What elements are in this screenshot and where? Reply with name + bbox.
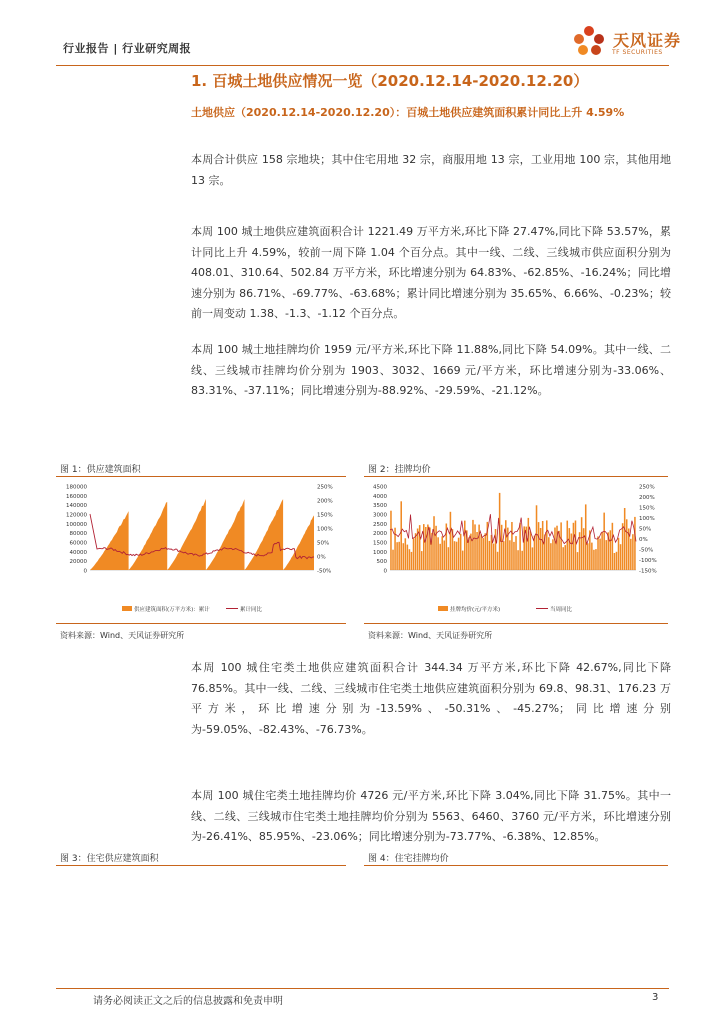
price-bar xyxy=(419,525,421,570)
price-bar xyxy=(444,541,446,571)
price-bar xyxy=(564,545,566,570)
y-left-tick-label: 120000 xyxy=(66,512,87,519)
y-right-tick-label: -150% xyxy=(639,568,657,575)
y-left-tick-label: 0 xyxy=(83,568,87,575)
price-bar xyxy=(474,524,476,570)
price-bar xyxy=(614,553,616,570)
y-left-tick-label: 160000 xyxy=(66,493,87,500)
section-title: 1. 百城土地供应情况一览（2020.12.14-2020.12.20） xyxy=(191,72,589,90)
price-bar xyxy=(530,531,532,570)
price-bar xyxy=(583,528,585,570)
price-bar xyxy=(601,532,603,570)
cumulative-supply-area xyxy=(90,511,129,570)
price-bar xyxy=(390,511,392,570)
y-left-tick-label: 0 xyxy=(383,568,387,575)
price-bar xyxy=(605,540,607,570)
y-right-tick-label: -50% xyxy=(317,568,332,575)
price-bar xyxy=(460,534,462,570)
price-bar xyxy=(448,547,450,570)
figure-2-top-rule xyxy=(364,476,668,477)
price-bar xyxy=(400,501,402,570)
price-bar xyxy=(571,534,573,571)
price-bar xyxy=(478,525,480,570)
price-bar xyxy=(505,520,507,570)
price-bar xyxy=(624,508,626,570)
figure-1-top-rule xyxy=(56,476,346,477)
y-right-tick-label: -100% xyxy=(639,558,657,564)
y-right-tick-label: 0% xyxy=(317,554,326,561)
paragraph-listing-price: 本周 100 城土地挂牌均价 1959 元/平方米,环比下降 11.88%,同比下降 54.09%。其中一线、二线、三线城市挂牌均价分别为 1903、3032、1669 元/平方米，环比增速分别为-33.06%、83.31%、-37.11%；同比增速分别为-88.92%、-29.59%、-21.12%。 xyxy=(191,343,671,397)
report-category: 行业报告 | 行业研究周报 xyxy=(63,42,192,55)
price-bar xyxy=(441,536,443,570)
price-bar xyxy=(630,539,632,570)
listing-price-chart xyxy=(364,478,668,620)
price-bar xyxy=(567,521,569,570)
price-bar xyxy=(603,513,605,570)
price-bar xyxy=(421,551,423,570)
y-left-tick-label: 80000 xyxy=(69,531,87,538)
price-bar xyxy=(454,541,456,570)
price-bar xyxy=(482,538,484,570)
price-bar xyxy=(542,521,544,570)
page-number: 3 xyxy=(652,992,659,1003)
y-right-tick-label: 100% xyxy=(317,526,333,533)
price-bar xyxy=(513,542,515,570)
price-bar xyxy=(610,530,612,570)
figure-3-top-rule xyxy=(56,865,346,866)
price-bar xyxy=(515,536,517,570)
y-right-tick-label: 200% xyxy=(317,498,333,505)
legend-swatch-cumulative xyxy=(122,606,132,611)
company-logo xyxy=(568,24,610,60)
figure-2-caption: 图 2：挂牌均价 xyxy=(368,465,431,475)
price-bar xyxy=(573,523,575,570)
price-bar xyxy=(569,528,571,570)
price-bar xyxy=(480,534,482,570)
price-bar xyxy=(409,549,411,570)
price-bar xyxy=(501,525,503,570)
price-bar xyxy=(413,538,415,570)
y-right-tick-label: 50% xyxy=(317,540,330,547)
price-bar xyxy=(396,542,398,570)
y-right-tick-label: -50% xyxy=(639,547,654,554)
price-bar xyxy=(392,550,394,570)
legend-swatch-price xyxy=(438,606,448,611)
legend-label-yoy: 累计同比 xyxy=(240,607,263,613)
price-bar xyxy=(435,526,437,570)
price-bar xyxy=(472,520,474,570)
price-bar xyxy=(538,522,540,570)
price-bar xyxy=(612,523,614,570)
price-bar xyxy=(622,523,624,570)
cumulative-supply-area xyxy=(206,499,245,570)
paragraph-residential-price: 本周 100 城住宅类土地挂牌均价 4726 元/平方米,环比下降 3.04%,同比下降 31.75%。其中一线、二线、三线城市住宅类土地挂牌均价分别为 5563、6460、3760 元/平方米，环比增速分别为-26.41%、85.95%、-23.06%；同比增速分别为-73.77%、-6.38%、12.85%。 xyxy=(191,789,671,843)
price-bar xyxy=(433,516,435,570)
logo-flower-icon xyxy=(568,24,610,60)
cumulative-supply-area xyxy=(167,499,206,570)
price-bar xyxy=(587,543,589,570)
y-right-tick-label: 50% xyxy=(639,526,652,533)
price-bar xyxy=(536,505,538,570)
price-bar xyxy=(618,538,620,570)
price-bar xyxy=(548,537,550,570)
price-bar xyxy=(456,542,458,570)
price-bar xyxy=(450,512,452,570)
price-bar xyxy=(532,547,534,570)
price-bar xyxy=(575,521,577,571)
header-divider xyxy=(56,65,669,66)
price-bar xyxy=(489,541,491,570)
paragraph-residential-supply: 本周 100 城住宅类土地供应建筑面积合计 344.34 万平方米,环比下降 42.67%,同比下降 76.85%。其中一线、二线、三线城市住宅类土地供应建筑面积分别为 69.8、98.31、176.23 万平方米，环比增速分别为-13.59%、-50.31%、-45.27%；同比增速分别为-59.05%、-82.43%、-76.73%。 xyxy=(191,661,671,736)
price-bar xyxy=(423,524,425,570)
y-left-tick-label: 180000 xyxy=(66,484,87,491)
price-bar xyxy=(495,529,497,570)
paragraph-land-count: 本周合计供应 158 宗地块；其中住宅用地 32 宗，商服用地 13 宗，工业用地 100 宗，其他用地 13 宗。 xyxy=(191,153,671,187)
logo-text-cn: 天风证券 xyxy=(613,31,682,50)
y-right-tick-label: 200% xyxy=(639,495,655,501)
price-bar xyxy=(405,538,407,570)
price-bar xyxy=(493,544,495,570)
price-bar xyxy=(519,523,521,570)
price-bar xyxy=(511,522,513,570)
figure-1-caption: 图 1：供应建筑面积 xyxy=(60,465,141,475)
price-bar xyxy=(634,517,636,570)
price-bar xyxy=(509,540,511,570)
price-bar xyxy=(503,541,505,570)
y-right-tick-label: 150% xyxy=(317,512,333,519)
y-left-tick-label: 1500 xyxy=(373,540,387,547)
figure-1-bottom-rule xyxy=(56,623,346,624)
price-bar xyxy=(464,521,466,570)
supply-area-chart xyxy=(56,478,346,620)
price-bar xyxy=(534,536,536,570)
price-bar xyxy=(562,547,564,570)
y-left-tick-label: 40000 xyxy=(69,549,87,556)
y-left-tick-label: 100000 xyxy=(66,521,87,528)
price-bar xyxy=(626,519,628,570)
price-bar xyxy=(485,533,487,570)
price-bar xyxy=(403,543,405,570)
figure-1-source: 资料来源：Wind、天风证券研究所 xyxy=(60,631,185,640)
y-left-tick-label: 20000 xyxy=(69,559,87,566)
figure-2-chart xyxy=(364,478,668,620)
cumulative-supply-area xyxy=(244,499,283,570)
logo-text-en: TF SECURITIES xyxy=(612,49,663,56)
price-bar xyxy=(554,528,556,571)
price-bar xyxy=(593,550,595,570)
y-right-tick-label: 0% xyxy=(639,537,648,543)
y-left-tick-label: 60000 xyxy=(69,540,87,547)
price-bar xyxy=(577,552,579,570)
y-left-tick-label: 3000 xyxy=(373,512,387,519)
price-bar xyxy=(550,543,552,570)
figure-3-caption: 图 3：住宅供应建筑面积 xyxy=(60,854,159,864)
price-bar xyxy=(437,537,439,570)
price-bar xyxy=(560,522,562,570)
cumulative-supply-area xyxy=(129,502,168,570)
figure-1-chart xyxy=(56,478,346,620)
price-bar xyxy=(398,542,400,570)
legend-label-price: 挂牌均价(元/平方米) xyxy=(450,607,501,613)
price-bar xyxy=(616,552,618,570)
legend-label-cumulative: 供应建筑面积(万平方米)：累计 xyxy=(134,607,210,613)
price-bar xyxy=(407,545,409,570)
y-left-tick-label: 1000 xyxy=(373,549,387,556)
price-bar xyxy=(620,544,622,570)
y-left-tick-label: 4000 xyxy=(373,493,387,500)
price-bar xyxy=(540,528,542,570)
price-bar xyxy=(439,544,441,570)
price-bar xyxy=(581,517,583,570)
price-bar xyxy=(552,539,554,570)
price-bar xyxy=(591,543,593,570)
y-left-tick-label: 4500 xyxy=(373,484,387,491)
footer-disclaimer: 请务必阅读正文之后的信息披露和免责申明 xyxy=(93,996,283,1007)
y-right-tick-label: 150% xyxy=(639,505,655,512)
figure-2-source: 资料来源：Wind、天风证券研究所 xyxy=(368,631,493,640)
price-bar xyxy=(517,550,519,570)
price-bar xyxy=(415,533,417,570)
footer-divider xyxy=(56,988,669,989)
y-right-tick-label: 250% xyxy=(317,484,333,491)
figure-4-caption: 图 4：住宅挂牌均价 xyxy=(368,854,449,864)
price-bar xyxy=(497,552,499,570)
y-left-tick-label: 3500 xyxy=(373,503,387,510)
y-left-tick-label: 2500 xyxy=(373,521,387,528)
y-right-tick-label: 250% xyxy=(639,484,655,491)
legend-label-yoy: 当周同比 xyxy=(550,607,573,613)
price-bar xyxy=(632,534,634,570)
price-bar xyxy=(458,538,460,570)
cumulative-supply-area xyxy=(283,515,314,570)
price-bar xyxy=(476,532,478,570)
weekly-yoy-line xyxy=(390,514,636,545)
price-bar xyxy=(521,551,523,570)
paragraph-supply-area: 本周 100 城土地供应建筑面积合计 1221.49 万平方米,环比下降 27.47%,同比下降 53.57%，累计同比上升 4.59%，较前一周下降 1.04 个百分点。其中一线、二线、三线城市供应面积分别为 408.01、310.64、502.84 万平方米，环比增速分别为 64.83%、-62.85%、-16.24%；同比增速分别为 86.71%、-69.77%、-63.68%；累计同比增速分别为 35.65%、6.66%、-0.23%；较前一周变动 1.38、-1.3、-1.12 个百分点。 xyxy=(191,225,671,320)
y-left-tick-label: 140000 xyxy=(66,503,87,510)
y-left-tick-label: 500 xyxy=(376,559,387,566)
y-right-tick-label: 100% xyxy=(639,516,655,522)
price-bar xyxy=(425,527,427,570)
y-left-tick-label: 2000 xyxy=(373,531,387,538)
price-bar xyxy=(599,539,601,570)
price-bar xyxy=(462,551,464,570)
figure-2-bottom-rule xyxy=(364,623,668,624)
price-bar xyxy=(411,552,413,570)
section-subtitle: 土地供应（2020.12.14-2020.12.20）：百城土地供应建筑面积累计同比上升 4.59% xyxy=(191,106,625,119)
price-bar xyxy=(528,518,530,570)
price-bar xyxy=(597,536,599,570)
price-bar xyxy=(546,520,548,570)
price-bar xyxy=(595,549,597,570)
figure-4-top-rule xyxy=(364,865,668,866)
